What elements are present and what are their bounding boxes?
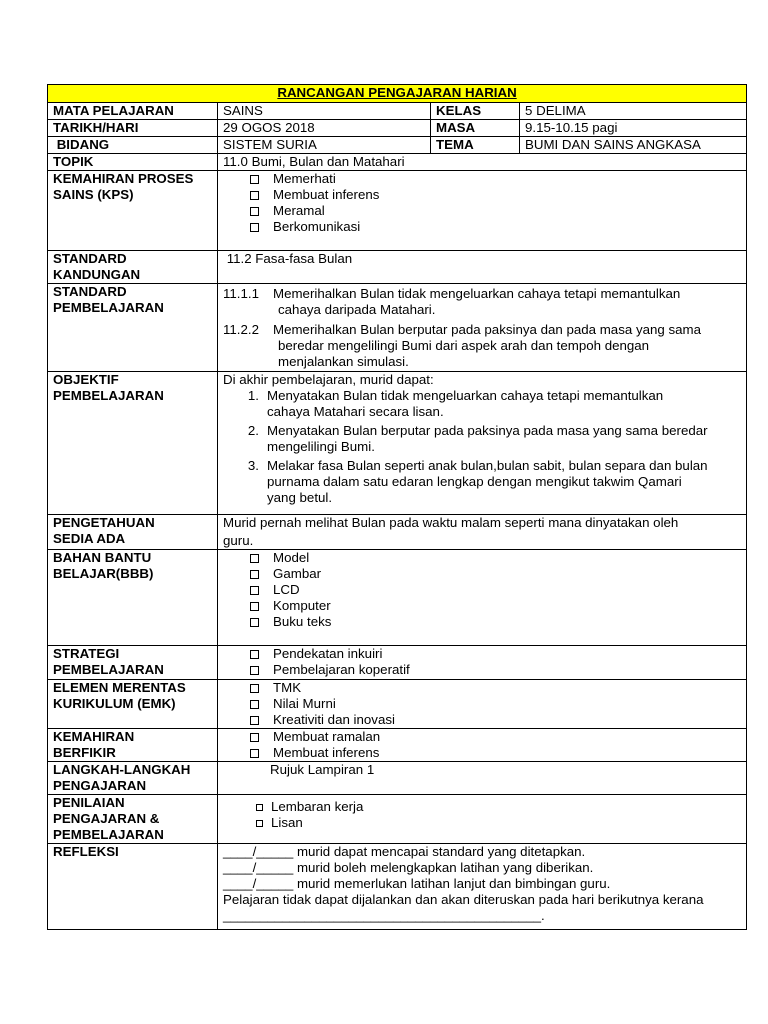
assessment-label: PENILAIAN PENGAJARAN & PEMBELAJARAN (48, 795, 218, 844)
kps-list (218, 171, 747, 251)
list-item: 2. Menyatakan Bulan berputar pada paksinya pada masa yang sama beredar mengelilingi Bumi. (247, 423, 708, 454)
bbb-row (48, 550, 747, 646)
subject-row (48, 103, 747, 120)
list-item: Kreativiti dan inovasi (223, 712, 746, 728)
checkbox-icon (250, 586, 259, 595)
emk-row (48, 680, 747, 729)
list-item: Gambar (223, 566, 746, 582)
square-bullet-icon (256, 820, 263, 827)
checkbox-icon (250, 602, 259, 611)
emk-label: ELEMEN MERENTAS KURIKULUM (EMK) (48, 680, 218, 729)
field-value: SISTEM SURIA (218, 137, 431, 154)
list-item: Komputer (223, 598, 746, 614)
field-label: BIDANG (48, 137, 218, 154)
list-item: 11.1.1 Memerihalkan Bulan tidak mengeluarkan cahaya tetapi memantulkan cahaya daripada Matahari. (223, 286, 681, 317)
sk-value: 11.2 Fasa-fasa Bulan (218, 251, 747, 284)
checkbox-icon (250, 700, 259, 709)
checkbox-icon (250, 207, 259, 216)
sp-row (48, 284, 747, 372)
objective-list: Di akhir pembelajaran, murid dapat: 1. Menyatakan Bulan tidak mengeluarkan cahaya tetapi memantulkan cahaya Matahari secara lisan. 2. Menyatakan Bulan berputar pada paksinya pada masa yang sama beredar mengelilingi Bumi. 3. Melakar fasa Bulan seperti anak bulan,bulan sabit, bulan separa dan bulan purnama dalam satu edaran lengkap dengan mengikut takwim Qamari yang betul. (218, 372, 747, 515)
strategy-label: STRATEGI PEMBELAJARAN (48, 646, 218, 680)
checkbox-icon (250, 191, 259, 200)
reflection-label: REFLEKSI (48, 844, 218, 930)
list-item: Memerhati (223, 171, 746, 187)
reflection-row (48, 844, 747, 930)
theme-value: BUMI DAN SAINS ANGKASA (520, 137, 747, 154)
topic-label: TOPIK (48, 154, 218, 171)
list-item: LCD (223, 582, 746, 598)
prior-knowledge-value: Murid pernah melihat Bulan pada waktu malam seperti mana dinyatakan oleh guru. (218, 515, 747, 550)
date-value: 29 OGOS 2018 (218, 120, 431, 137)
sp-list (218, 284, 747, 372)
plan-title: RANCANGAN PENGAJARAN HARIAN (48, 85, 747, 103)
prior-knowledge-row (48, 515, 747, 550)
thinking-skills-row (48, 729, 747, 762)
class-value: 5 DELIMA (520, 103, 747, 120)
sk-label: STANDARD KANDUNGAN (48, 251, 218, 284)
strategy-list (218, 646, 747, 680)
list-item: Nilai Murni (223, 696, 746, 712)
list-item: 1. Menyatakan Bulan tidak mengeluarkan cahaya tetapi memantulkan cahaya Matahari secara lisan. (247, 388, 664, 419)
objective-row (48, 372, 747, 515)
topic-row (48, 154, 747, 171)
field-row (48, 137, 747, 154)
steps-label: LANGKAH-LANGKAH PENGAJARAN (48, 762, 218, 795)
strategy-row (48, 646, 747, 680)
checkbox-icon (250, 175, 259, 184)
subject-value: SAINS (218, 103, 431, 120)
list-item: Pembelajaran koperatif (223, 662, 746, 678)
time-value: 9.15-10.15 pagi (520, 120, 747, 137)
list-item: 3. Melakar fasa Bulan seperti anak bulan,bulan sabit, bulan separa dan bulan purnama dalam satu edaran lengkap dengan mengikut takwim Qamari yang betul. (247, 458, 708, 505)
list-item: Membuat inferens (223, 187, 746, 203)
list-item: Membuat ramalan (223, 729, 746, 745)
checkbox-icon (250, 223, 259, 232)
checkbox-icon (250, 554, 259, 563)
date-label: TARIKH/HARI (48, 120, 218, 137)
list-item: Pendekatan inkuiri (223, 646, 746, 662)
sk-row (48, 251, 747, 284)
list-item: Lisan (223, 815, 746, 831)
list-item: Buku teks (223, 614, 746, 630)
list-item: Membuat inferens (223, 745, 746, 761)
prior-knowledge-label: PENGETAHUAN SEDIA ADA (48, 515, 218, 550)
kps-row (48, 171, 747, 251)
checkbox-icon (250, 666, 259, 675)
topic-value: 11.0 Bumi, Bulan dan Matahari (218, 154, 747, 171)
emk-list (218, 680, 747, 729)
list-item: Model (223, 550, 746, 566)
time-label: MASA (431, 120, 520, 137)
list-item: Meramal (223, 203, 746, 219)
subject-label: MATA PELAJARAN (48, 103, 218, 120)
thinking-skills-label: KEMAHIRAN BERFIKIR (48, 729, 218, 762)
steps-value: Rujuk Lampiran 1 (218, 762, 747, 795)
reflection-text: ____/_____ murid dapat mencapai standard yang ditetapkan. ____/_____ murid boleh melengkapkan latihan yang diberikan. ____/_____ murid memerlukan latihan lanjut dan bimbingan guru. Pelajaran tidak dapat dijalankan dan akan diteruskan pada hari berikutnya kerana ___________________________________________. (218, 844, 747, 930)
square-bullet-icon (256, 804, 263, 811)
bbb-label: BAHAN BANTU BELAJAR(BBB) (48, 550, 218, 646)
title-row (48, 85, 747, 103)
list-item: 11.2.2 Memerihalkan Bulan berputar pada paksinya dan pada masa yang sama beredar mengelilingi Bumi dari aspek arah dan tempoh dengan menjalankan simulasi. (223, 322, 701, 369)
list-item: TMK (223, 680, 746, 696)
bbb-list (218, 550, 747, 646)
assessment-list (218, 795, 747, 844)
checkbox-icon (250, 716, 259, 725)
sp-label: STANDARD PEMBELAJARAN (48, 284, 218, 372)
assessment-row (48, 795, 747, 844)
objective-label: OBJEKTIF PEMBELAJARAN (48, 372, 218, 515)
checkbox-icon (250, 684, 259, 693)
list-item: Berkomunikasi (223, 219, 746, 235)
checkbox-icon (250, 749, 259, 758)
steps-row (48, 762, 747, 795)
date-row (48, 120, 747, 137)
thinking-skills-list (218, 729, 747, 762)
list-item: Lembaran kerja (223, 799, 746, 815)
checkbox-icon (250, 733, 259, 742)
kps-label: KEMAHIRAN PROSES SAINS (KPS) (48, 171, 218, 251)
class-label: KELAS (431, 103, 520, 120)
checkbox-icon (250, 618, 259, 627)
checkbox-icon (250, 650, 259, 659)
checkbox-icon (250, 570, 259, 579)
lesson-plan-table (47, 84, 747, 930)
theme-label: TEMA (431, 137, 520, 154)
